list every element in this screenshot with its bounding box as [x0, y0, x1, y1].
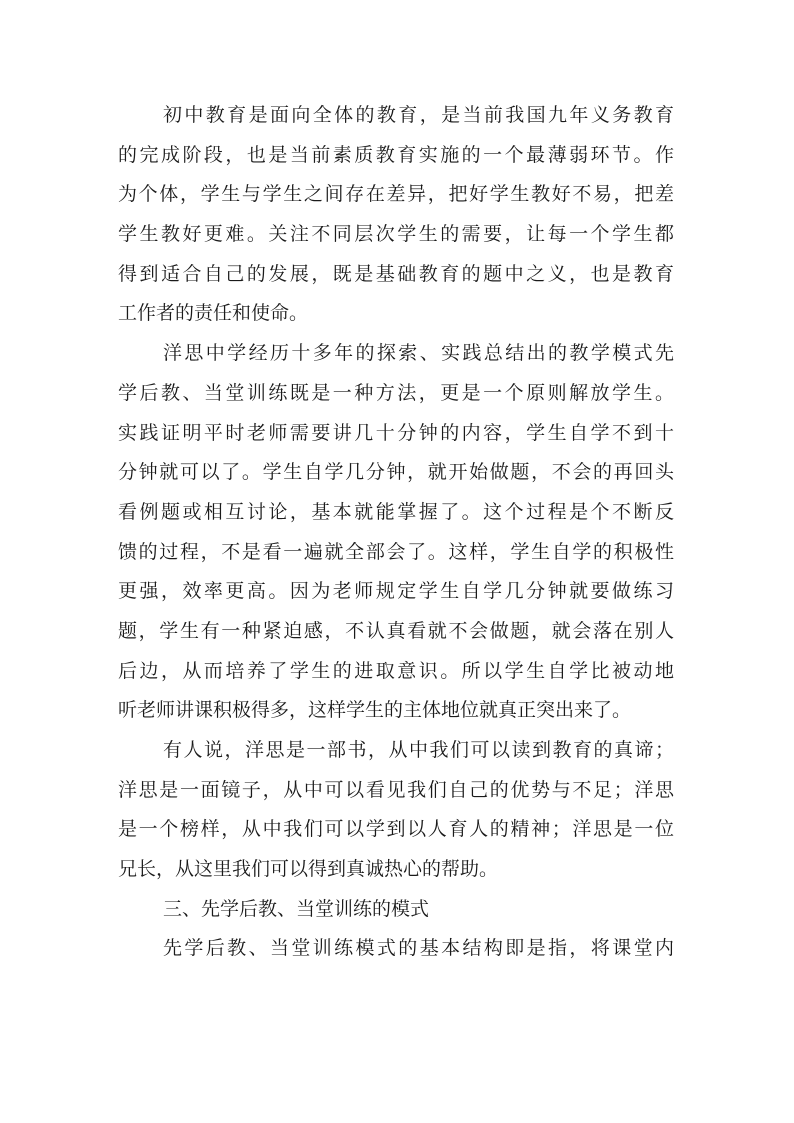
text-line: 工作者的责任和使命。: [118, 302, 309, 325]
document-body: [118, 96, 674, 969]
text-line: 馈的过程，不是看一遍就全部会了。这样，学生自学的积极性: [118, 540, 674, 563]
text-line: 三、先学后教、当堂训练的模式: [163, 897, 430, 920]
text-line: 更强，效率更高。因为老师规定学生自学几分钟就要做练习: [118, 580, 674, 603]
text-line: 洋思是一面镜子，从中可以看见我们自己的优势与不足；洋思: [118, 778, 674, 801]
text-line: 得到适合自己的发展，既是基础教育的题中之义，也是教育: [118, 262, 674, 285]
text-line: 学生教好更难。关注不同层次学生的需要，让每一个学生都: [118, 223, 674, 246]
text-line: 听老师讲课积极得多，这样学生的主体地位就真正突出来了。: [118, 699, 632, 722]
text-line: 题，学生有一种紧迫感，不认真看就不会做题，就会落在别人: [118, 619, 674, 642]
paragraph: [118, 334, 674, 731]
text-line: 有人说，洋思是一部书，从中我们可以读到教育的真谛；: [163, 739, 674, 761]
text-line: 后边，从而培养了学生的进取意识。所以学生自学比被动地: [118, 659, 674, 682]
paragraph: [118, 929, 674, 969]
text-line: 先学后教、当堂训练模式的基本结构即是指，将课堂内: [163, 937, 674, 960]
text-line: 是一个榜样，从中我们可以学到以人育人的精神；洋思是一位: [118, 818, 674, 841]
text-line: 的完成阶段，也是当前素质教育实施的一个最薄弱环节。作: [118, 143, 674, 166]
text-line: 初中教育是面向全体的教育，是当前我国九年义务教育: [163, 104, 674, 126]
text-line: 为个体，学生与学生之间存在差异，把好学生教好不易，把差: [118, 183, 674, 206]
text-line: 实践证明平时老师需要讲几十分钟的内容，学生自学不到十: [118, 421, 674, 444]
text-line: 兄长，从这里我们可以得到真诚热心的帮助。: [118, 858, 499, 881]
text-line: 分钟就可以了。学生自学几分钟，就开始做题，不会的再回头: [118, 461, 674, 484]
text-line: 看例题或相互讨论，基本就能掌握了。这个过程是个不断反: [118, 500, 674, 523]
text-line: 学后教、当堂训练既是一种方法，更是一个原则解放学生。: [118, 381, 674, 404]
section-heading: [118, 890, 674, 930]
text-line: 洋思中学经历十多年的探索、实践总结出的教学模式先: [163, 342, 674, 365]
paragraph: [118, 731, 674, 890]
paragraph: [118, 96, 674, 334]
